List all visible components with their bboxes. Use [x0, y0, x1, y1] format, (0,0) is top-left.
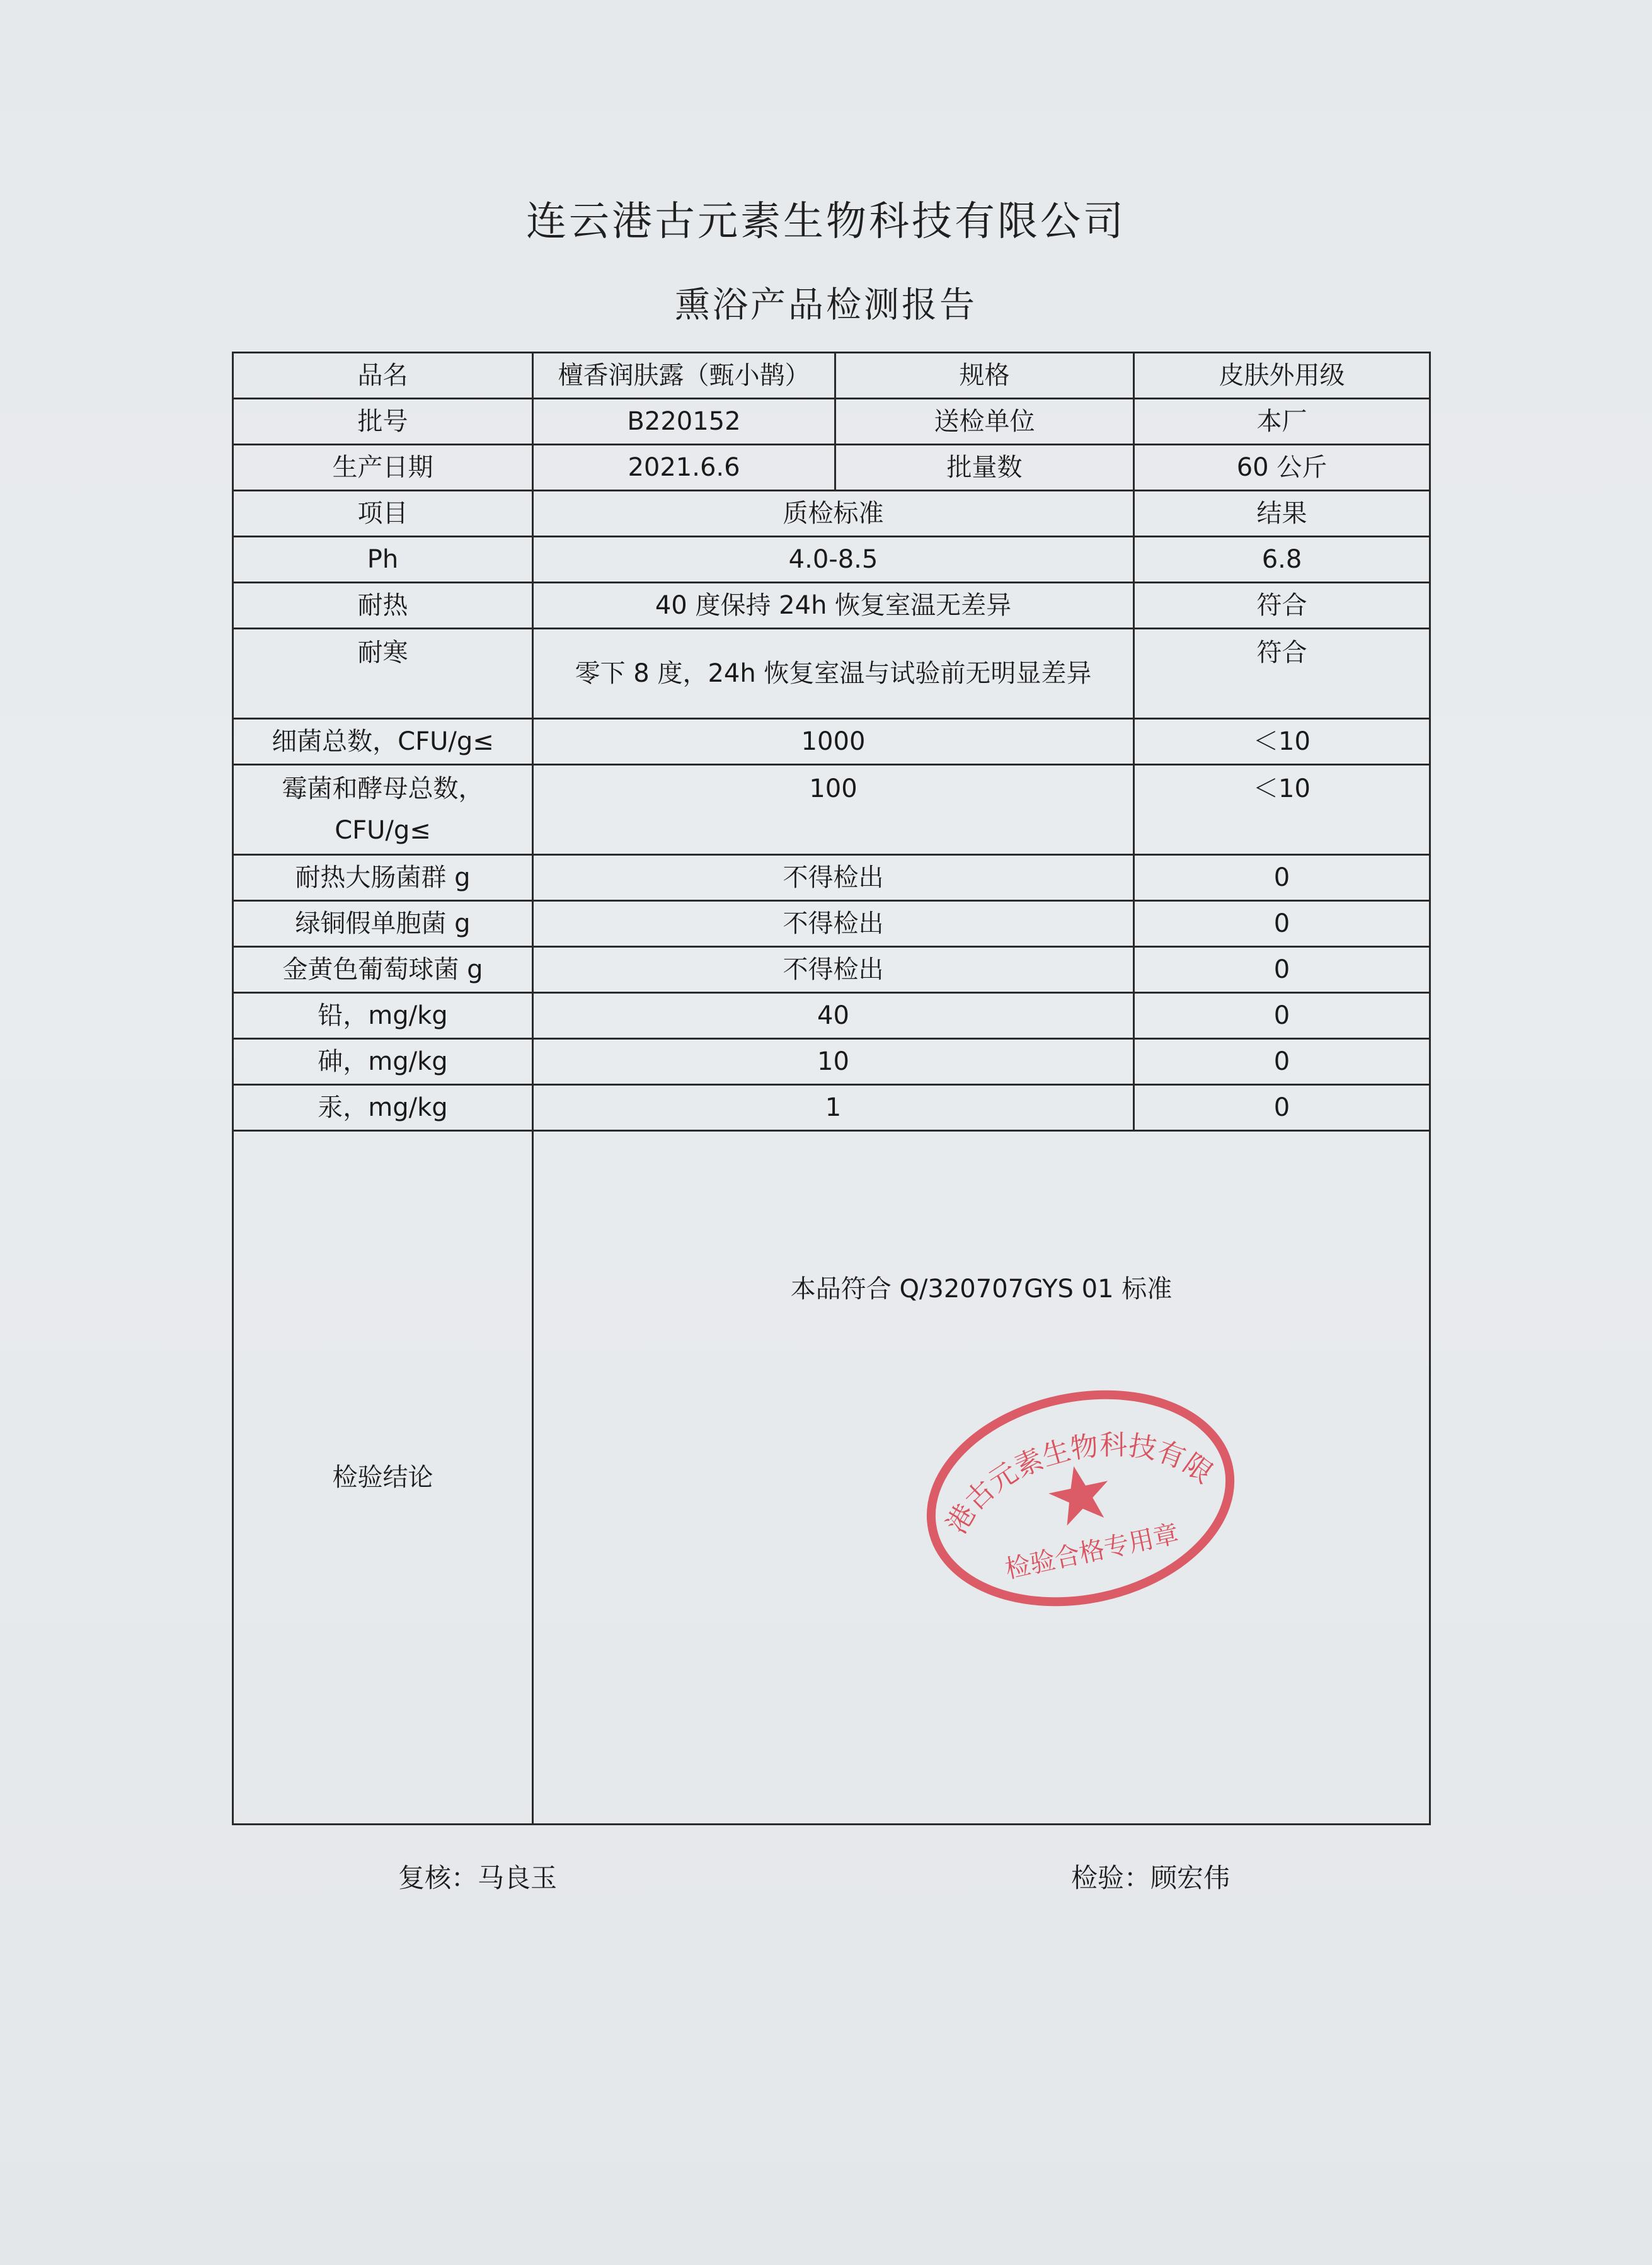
column-header-item: 项目: [233, 491, 533, 537]
test-standard: 1000: [533, 719, 1134, 765]
product-name-value: 檀香润肤露（甄小鹊）: [533, 353, 835, 399]
test-standard: 不得检出: [533, 855, 1134, 901]
reviewer-signature: 复核：马良玉: [398, 1862, 558, 1893]
table-row: [233, 445, 1430, 491]
test-item: 耐热大肠菌群 g: [233, 855, 533, 901]
batch-value: B220152: [533, 399, 835, 445]
test-result: 0: [1134, 947, 1430, 993]
test-standard: 1: [533, 1085, 1134, 1131]
stamp-outer-text: 连云港古元素生物科技有限公司: [940, 1429, 1219, 1539]
stamp-inner-text: 检验合格专用章: [1002, 1519, 1181, 1585]
table-row: [233, 855, 1430, 901]
test-standard: 零下 8 度，24h 恢复室温与试验前无明显差异: [533, 629, 1134, 719]
test-item: 细菌总数，CFU/g≤: [233, 719, 533, 765]
test-item: 耐热: [233, 583, 533, 629]
date-label: 生产日期: [233, 445, 533, 491]
quantity-label: 批量数: [835, 445, 1134, 491]
test-result: 符合: [1134, 629, 1430, 719]
test-standard: 不得检出: [533, 901, 1134, 947]
table-row: [233, 629, 1430, 719]
test-item: 金黄色葡萄球菌 g: [233, 947, 533, 993]
table-row: [233, 583, 1430, 629]
batch-label: 批号: [233, 399, 533, 445]
table-row: [233, 537, 1430, 583]
submitter-label: 送检单位: [835, 399, 1134, 445]
test-result: 0: [1134, 901, 1430, 947]
column-header-standard: 质检标准: [533, 491, 1134, 537]
test-standard: 4.0-8.5: [533, 537, 1134, 583]
table-row: [233, 901, 1430, 947]
test-item: 砷，mg/kg: [233, 1039, 533, 1085]
test-standard: 40 度保持 24h 恢复室温无差异: [533, 583, 1134, 629]
table-row: [233, 399, 1430, 445]
test-item: 耐寒: [233, 629, 533, 719]
spec-label: 规格: [835, 353, 1134, 399]
table-header-row: [233, 491, 1430, 537]
test-result: 0: [1134, 1085, 1430, 1131]
conclusion-row: [233, 1131, 1430, 1825]
table-row: [233, 719, 1430, 765]
table-row: [233, 947, 1430, 993]
column-header-result: 结果: [1134, 491, 1430, 537]
test-standard: 10: [533, 1039, 1134, 1085]
company-name: 连云港古元素生物科技有限公司: [526, 198, 1126, 245]
test-result: 0: [1134, 855, 1430, 901]
table-row: [233, 1085, 1430, 1131]
test-standard: 100: [533, 765, 1134, 855]
test-item: 铅，mg/kg: [233, 993, 533, 1039]
date-value: 2021.6.6: [533, 445, 835, 491]
test-result: ＜10: [1134, 765, 1430, 855]
test-item: Ph: [233, 537, 533, 583]
test-result: ＜10: [1134, 719, 1430, 765]
report-title: 熏浴产品检测报告: [675, 285, 977, 326]
submitter-value: 本厂: [1134, 399, 1430, 445]
quantity-value: 60 公斤: [1134, 445, 1430, 491]
table-row: [233, 1039, 1430, 1085]
spec-value: 皮肤外用级: [1134, 353, 1430, 399]
test-result: 符合: [1134, 583, 1430, 629]
test-standard: 不得检出: [533, 947, 1134, 993]
test-item: 绿铜假单胞菌 g: [233, 901, 533, 947]
test-result: 6.8: [1134, 537, 1430, 583]
test-result: 0: [1134, 1039, 1430, 1085]
table-row: [233, 353, 1430, 399]
test-result: 0: [1134, 993, 1430, 1039]
test-item: 霉菌和酵母总数，CFU/g≤: [233, 765, 533, 855]
conclusion-text: 本品符合 Q/320707GYS 01 标准: [790, 1275, 1173, 1304]
table-row: [233, 993, 1430, 1039]
inspector-signature: 检验：顾宏伟: [1071, 1862, 1230, 1893]
conclusion-label: 检验结论: [233, 1131, 533, 1825]
table-row: [233, 765, 1430, 855]
inspection-table: [232, 352, 1431, 1825]
product-name-label: 品名: [233, 353, 533, 399]
inspection-stamp: [917, 1372, 1244, 1624]
test-item: 汞，mg/kg: [233, 1085, 533, 1131]
test-standard: 40: [533, 993, 1134, 1039]
